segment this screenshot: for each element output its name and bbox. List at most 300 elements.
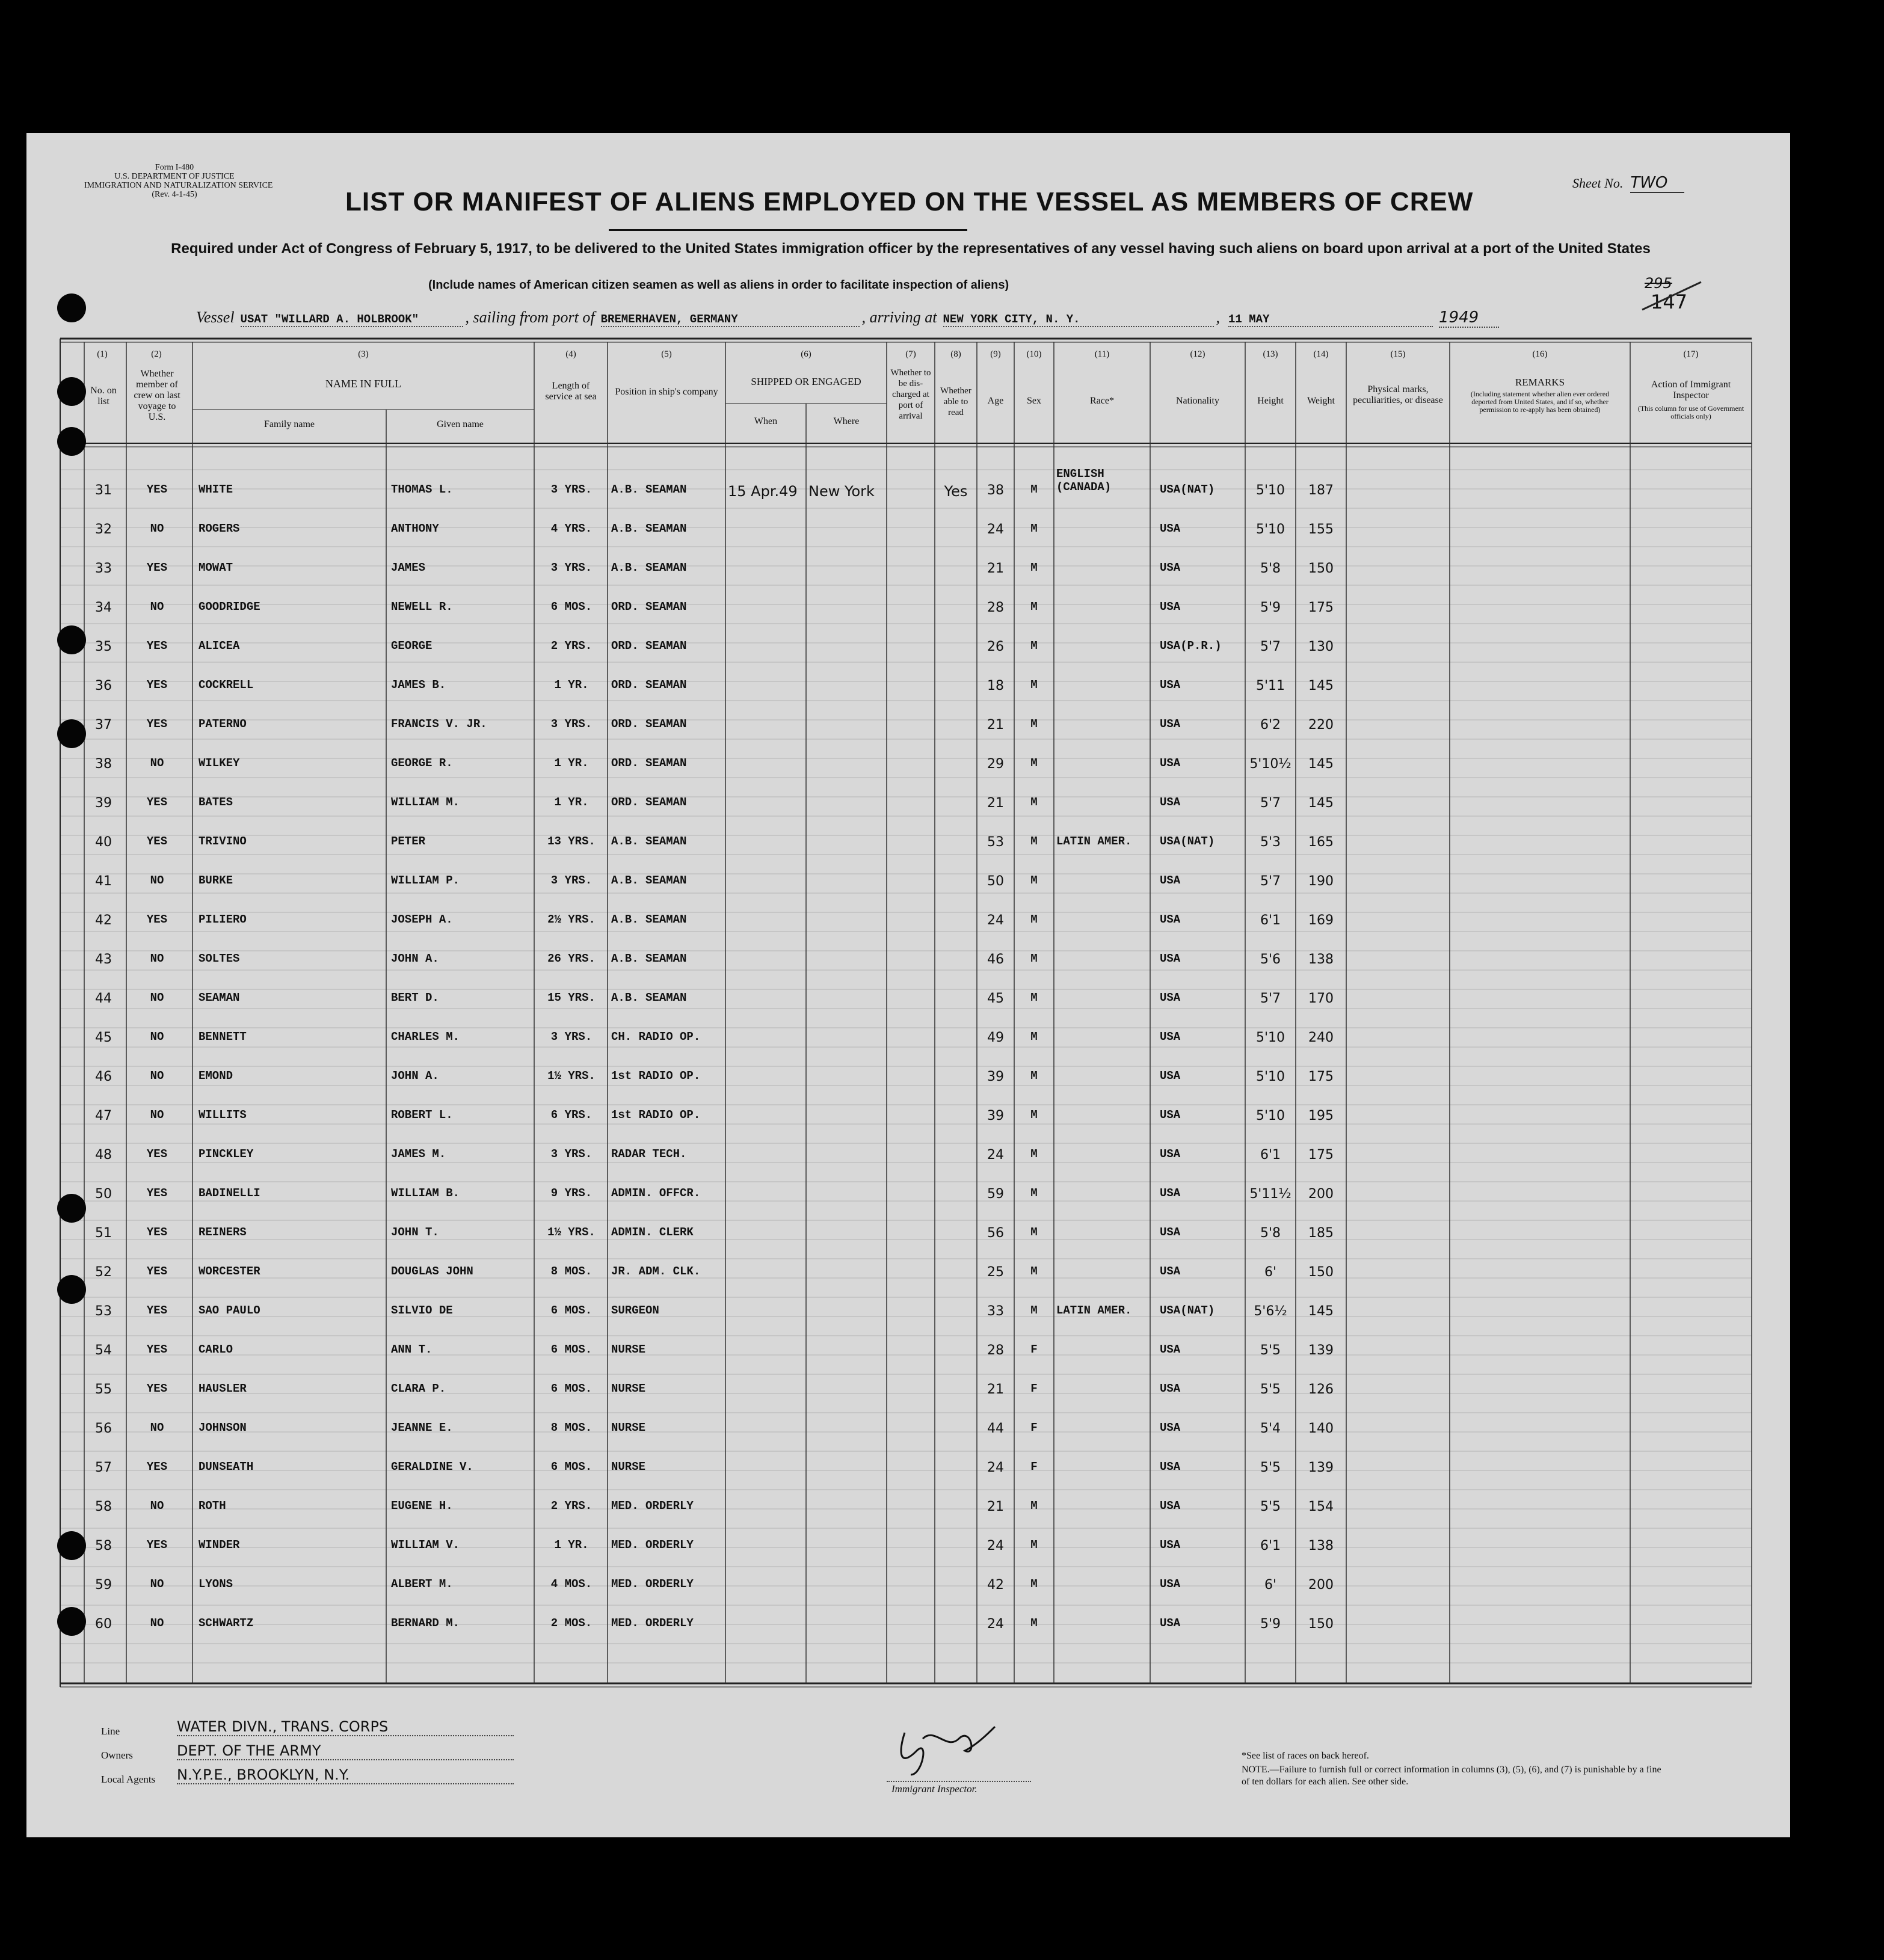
cell-given: ANN T. (391, 1343, 433, 1356)
cell-given: ROBERT L. (391, 1108, 453, 1122)
cell-age: 24 (987, 1460, 1004, 1475)
cell-age: 56 (987, 1226, 1004, 1241)
cell-age: 28 (987, 1343, 1004, 1358)
cell-age: 42 (987, 1578, 1004, 1593)
cell-nationality: USA (1160, 1499, 1181, 1513)
sheet-number (1572, 174, 1684, 193)
cell-given: PETER (391, 835, 426, 848)
cell-service: 1½ YRS. (547, 1069, 596, 1083)
cell-sex: M (1030, 678, 1038, 692)
cell-nationality: USA (1160, 1187, 1181, 1200)
cell-family: TRIVINO (199, 835, 247, 848)
cell-height: 5'5 (1260, 1460, 1281, 1475)
cell-crew: YES (146, 717, 168, 731)
arrival-year: 1949 (1439, 309, 1499, 328)
cell-service: 26 YRS. (547, 952, 596, 965)
cell-weight: 175 (1308, 600, 1334, 615)
service-name: IMMIGRATION AND NATURALIZATION SERVICE (84, 181, 273, 190)
col-number-15: (15) (1390, 349, 1406, 359)
cell-sex: M (1030, 796, 1038, 809)
cell-position: NURSE (611, 1382, 646, 1395)
cell-crew: NO (150, 1578, 164, 1591)
cell-height: 5'11 (1255, 678, 1285, 693)
col-header-given: Given name (437, 419, 484, 429)
cell-nationality: USA(NAT) (1160, 1304, 1215, 1317)
cell-age: 21 (987, 1499, 1004, 1514)
cell-no: 58 (95, 1499, 112, 1514)
cell-no: 53 (95, 1304, 112, 1319)
cell-sex: M (1030, 1499, 1038, 1513)
cell-no: 38 (95, 757, 112, 772)
cell-position: MED. ORDERLY (611, 1578, 694, 1591)
arrival-port: NEW YORK CITY, N. Y. (943, 313, 1214, 327)
cell-crew: NO (150, 522, 164, 535)
cell-crew: NO (150, 600, 164, 613)
col-number-2: (2) (151, 349, 162, 359)
cell-crew: YES (146, 1226, 168, 1239)
cell-nationality: USA (1160, 1617, 1181, 1630)
cell-position: CH. RADIO OP. (611, 1030, 701, 1043)
cell-weight: 240 (1308, 1030, 1334, 1045)
cell-weight: 187 (1308, 483, 1334, 498)
cell-age: 38 (987, 483, 1004, 498)
cell-height: 6'1 (1260, 913, 1281, 928)
cell-position: ADMIN. CLERK (611, 1226, 694, 1239)
cell-service: 6 MOS. (550, 1382, 593, 1395)
cell-family: BADINELLI (199, 1187, 260, 1200)
cell-sex: M (1030, 952, 1038, 965)
cell-no: 60 (95, 1617, 112, 1632)
cell-weight: 185 (1308, 1226, 1334, 1241)
cell-age: 39 (987, 1069, 1004, 1084)
cell-age: 18 (987, 678, 1004, 693)
cell-nationality: USA (1160, 600, 1181, 613)
cell-weight: 138 (1308, 1538, 1334, 1553)
cell-family: DUNSEATH (199, 1460, 254, 1473)
cell-family: WILLITS (199, 1108, 247, 1122)
cell-given: SILVIO DE (391, 1304, 453, 1317)
cell-age: 50 (987, 874, 1004, 889)
cell-position: ORD. SEAMAN (611, 639, 687, 653)
cell-age: 53 (987, 835, 1004, 850)
cell-age: 21 (987, 561, 1004, 576)
cell-crew: YES (146, 835, 168, 848)
cell-sex: M (1030, 1265, 1038, 1278)
cell-weight: 165 (1308, 835, 1334, 850)
cell-service: 1 YR. (554, 1538, 589, 1552)
cell-sex: M (1030, 835, 1038, 848)
cell-given: DOUGLAS JOHN (391, 1265, 473, 1278)
cell-position: ORD. SEAMAN (611, 757, 687, 770)
cell-weight: 155 (1308, 522, 1334, 537)
cell-weight: 169 (1308, 913, 1334, 928)
cell-given: WILLIAM V. (391, 1538, 460, 1552)
col-header-nationality: Nationality (1176, 396, 1219, 406)
cell-position: RADAR TECH. (611, 1147, 687, 1161)
cell-crew: NO (150, 1030, 164, 1043)
col-header-age: Age (987, 396, 1004, 406)
cell-crew: YES (146, 1460, 168, 1473)
cell-age: 28 (987, 600, 1004, 615)
title-rule (609, 229, 967, 231)
cell-given: GEORGE R. (391, 757, 453, 770)
cell-no: 44 (95, 991, 112, 1006)
cell-service: 3 YRS. (550, 483, 593, 496)
cell-sex: M (1030, 561, 1038, 574)
cell-given: JOHN A. (391, 1069, 439, 1083)
cell-service: 3 YRS. (550, 874, 593, 887)
cell-no: 59 (95, 1578, 112, 1593)
cell-sex: M (1030, 600, 1038, 613)
document-subtitle: Required under Act of Congress of February 5, 1917, to be delivered to the United States immigration officer by the representatives of any vessel having such aliens on board upon arrival at a port of the United States (171, 241, 1651, 257)
cell-no: 55 (95, 1382, 112, 1397)
cell-given: JOHN A. (391, 952, 439, 965)
cell-position: ORD. SEAMAN (611, 600, 687, 613)
owners-value: DEPT. OF THE ARMY (177, 1742, 514, 1760)
cell-weight: 190 (1308, 874, 1334, 889)
cell-crew: NO (150, 874, 164, 887)
cell-service: 2 YRS. (550, 639, 593, 653)
cell-given: CLARA P. (391, 1382, 446, 1395)
cell-position: MED. ORDERLY (611, 1617, 694, 1630)
cell-height: 6'1 (1260, 1538, 1281, 1553)
cell-weight: 126 (1308, 1382, 1334, 1397)
col-number-5: (5) (661, 349, 672, 359)
cell-service: 6 MOS. (550, 1343, 593, 1356)
cell-age: 24 (987, 1617, 1004, 1632)
cell-family: GOODRIDGE (199, 600, 260, 613)
binder-hole (57, 1194, 86, 1223)
cell-age: 46 (987, 952, 1004, 967)
cell-family: COCKRELL (199, 678, 254, 692)
cell-family: REINERS (199, 1226, 247, 1239)
cell-given: EUGENE H. (391, 1499, 453, 1513)
cell-position: ORD. SEAMAN (611, 717, 687, 731)
cell-given: WILLIAM P. (391, 874, 460, 887)
cell-nationality: USA (1160, 1069, 1181, 1083)
cell-family: ALICEA (199, 639, 240, 653)
cell-family: SAO PAULO (199, 1304, 260, 1317)
cell-position: NURSE (611, 1460, 646, 1473)
cell-given: FRANCIS V. JR. (391, 717, 487, 731)
cell-family: JOHNSON (199, 1421, 247, 1434)
cell-height: 5'4 (1260, 1421, 1281, 1436)
document-title: LIST OR MANIFEST OF ALIENS EMPLOYED ON THE VESSEL AS MEMBERS OF CREW (345, 187, 1474, 217)
col-number-3: (3) (358, 349, 369, 359)
cell-weight: 145 (1308, 1304, 1334, 1319)
cell-no: 47 (95, 1108, 112, 1123)
cell-service: 1 YR. (554, 757, 589, 770)
cell-no: 39 (95, 796, 112, 811)
form-identifier (84, 163, 273, 199)
col-number-7: (7) (905, 349, 916, 359)
cell-no: 40 (95, 835, 112, 850)
cell-weight: 175 (1308, 1069, 1334, 1084)
cell-family: BATES (199, 796, 233, 809)
cell-given: BERT D. (391, 991, 439, 1004)
binder-hole (57, 377, 86, 406)
cell-age: 44 (987, 1421, 1004, 1436)
cell-position: 1st RADIO OP. (611, 1069, 701, 1083)
cell-nationality: USA(NAT) (1160, 835, 1215, 848)
cell-crew: YES (146, 796, 168, 809)
cell-height: 5'3 (1260, 835, 1281, 850)
cell-nationality: USA (1160, 522, 1181, 535)
cell-no: 51 (95, 1226, 112, 1241)
cell-position: MED. ORDERLY (611, 1538, 694, 1552)
col-number-17: (17) (1683, 349, 1699, 359)
cell-given: THOMAS L. (391, 483, 453, 496)
cell-given: JAMES (391, 561, 426, 574)
cell-nationality: USA(P.R.) (1160, 639, 1222, 653)
cell-position: SURGEON (611, 1304, 659, 1317)
cell-nationality: USA(NAT) (1160, 483, 1215, 496)
cell-height: 6' (1264, 1265, 1277, 1280)
cell-no: 35 (95, 639, 112, 654)
cell-nationality: USA (1160, 1108, 1181, 1122)
cell-service: 9 YRS. (550, 1187, 593, 1200)
cell-service: 6 MOS. (550, 600, 593, 613)
cell-height: 5'7 (1260, 874, 1281, 889)
col-header-remarks-note: (Including statement whether alien ever ordered deported from United States, and if so, whether permission to re-apply has been obtained) (1470, 390, 1610, 414)
cell-sex: M (1030, 1538, 1038, 1552)
cell-service: 2 YRS. (550, 1499, 593, 1513)
cell-family: PILIERO (199, 913, 247, 926)
cell-family: ROGERS (199, 522, 240, 535)
col-header-sex: Sex (1027, 396, 1041, 406)
cell-height: 5'6 (1260, 952, 1281, 967)
cell-sex: F (1030, 1421, 1038, 1434)
cell-position: 1st RADIO OP. (611, 1108, 701, 1122)
cell-age: 49 (987, 1030, 1004, 1045)
cell-service: 6 MOS. (550, 1304, 593, 1317)
cell-service: 8 MOS. (550, 1421, 593, 1434)
cell-service: 1 YR. (554, 796, 589, 809)
cell-family: ROTH (199, 1499, 226, 1513)
col-number-6: (6) (801, 349, 811, 359)
col-number-16: (16) (1532, 349, 1548, 359)
cell-position: A.B. SEAMAN (611, 835, 687, 848)
cell-height: 5'8 (1260, 1226, 1281, 1241)
col-header-name: NAME IN FULL (325, 378, 401, 390)
cell-age: 21 (987, 1382, 1004, 1397)
department-name: U.S. DEPARTMENT OF JUSTICE (114, 172, 235, 181)
cell-height: 5'10 (1255, 522, 1285, 537)
col-number-1: (1) (97, 349, 108, 359)
cell-no: 48 (95, 1147, 112, 1163)
include-note: (Include names of American citizen seamen as well as aliens in order to facilitate inspection of aliens) (428, 278, 1009, 292)
cell-height: 5'10 (1255, 483, 1285, 498)
cell-family: CARLO (199, 1343, 233, 1356)
cell-nationality: USA (1160, 796, 1181, 809)
cell-nationality: USA (1160, 757, 1181, 770)
cell-weight: 139 (1308, 1343, 1334, 1358)
cell-crew: NO (150, 952, 164, 965)
cell-family: SOLTES (199, 952, 240, 965)
cell-sex: F (1030, 1382, 1038, 1395)
col-number-4: (4) (565, 349, 576, 359)
cell-position: MED. ORDERLY (611, 1499, 694, 1513)
cell-age: 33 (987, 1304, 1004, 1319)
cell-sex: M (1030, 1617, 1038, 1630)
col-header-weight: Weight (1307, 396, 1335, 406)
cell-position: JR. ADM. CLK. (611, 1265, 701, 1278)
cell-sex: M (1030, 1147, 1038, 1161)
form-number: Form I-480 (155, 163, 194, 172)
cell-no: 34 (95, 600, 112, 615)
agents-value: N.Y.P.E., BROOKLYN, N.Y. (177, 1766, 514, 1784)
col-header-length: Length of service at sea (545, 381, 597, 402)
cell-sex: M (1030, 1578, 1038, 1591)
agents-label: Local Agents (101, 1774, 156, 1785)
cell-nationality: USA (1160, 1030, 1181, 1043)
cell-sex: M (1030, 1108, 1038, 1122)
cell-weight: 150 (1308, 561, 1334, 576)
vessel-name: USAT "WILLARD A. HOLBROOK" (241, 313, 463, 327)
owners-label: Owners (101, 1750, 133, 1761)
page-number-struck: 295 (1645, 275, 1672, 292)
cell-height: 6' (1264, 1578, 1277, 1593)
cell-given: JAMES M. (391, 1147, 446, 1161)
cell-age: 26 (987, 639, 1004, 654)
cell-crew: YES (146, 1343, 168, 1356)
cell-service: 6 MOS. (550, 1460, 593, 1473)
line-value: WATER DIVN., TRANS. CORPS (177, 1718, 514, 1736)
cell-nationality: USA (1160, 561, 1181, 574)
cell-no: 36 (95, 678, 112, 693)
cell-service: 3 YRS. (550, 561, 593, 574)
cell-height: 5'6½ (1254, 1304, 1287, 1319)
cell-no: 45 (95, 1030, 112, 1045)
form-revision: (Rev. 4-1-45) (152, 190, 197, 199)
col-number-10: (10) (1026, 349, 1042, 359)
manifest-sheet (26, 133, 1790, 1837)
cell-weight: 145 (1308, 796, 1334, 811)
cell-service: 4 YRS. (550, 522, 593, 535)
cell-service: 1½ YRS. (547, 1226, 596, 1239)
cell-family: SCHWARTZ (199, 1617, 254, 1630)
cell-weight: 200 (1308, 1578, 1334, 1593)
cell-crew: YES (146, 1147, 168, 1161)
cell-given: GEORGE (391, 639, 433, 653)
cell-family: BENNETT (199, 1030, 247, 1043)
cell-position: NURSE (611, 1343, 646, 1356)
cell-given: JEANNE E. (391, 1421, 453, 1434)
cell-nationality: USA (1160, 678, 1181, 692)
arrival-date: 11 MAY (1228, 313, 1433, 327)
cell-family: HAUSLER (199, 1382, 247, 1395)
col-number-13: (13) (1263, 349, 1278, 359)
cell-age: 24 (987, 522, 1004, 537)
cell-crew: YES (146, 1265, 168, 1278)
col-header-family: Family name (264, 419, 315, 429)
inspector-line (887, 1781, 1031, 1782)
page-slash-mark (1639, 277, 1705, 313)
cell-sex: M (1030, 991, 1038, 1004)
cell-height: 5'7 (1260, 639, 1281, 654)
cell-height: 5'7 (1260, 796, 1281, 811)
vessel-line: Vessel USAT "WILLARD A. HOLBROOK" , sailing from port of BREMERHAVEN, GERMANY , arriving at NEW YORK CITY, N. Y. , 11 MAY 1949 (196, 309, 1499, 328)
cell-crew: NO (150, 1421, 164, 1434)
cell-given: GERALDINE V. (391, 1460, 473, 1473)
col-header-shipped: SHIPPED OR ENGAGED (751, 376, 861, 387)
col-header-physical: Physical marks, peculiarities, or disease (1353, 384, 1443, 405)
cell-nationality: USA (1160, 1538, 1181, 1552)
cell-no: 58 (95, 1538, 112, 1553)
cell-weight: 150 (1308, 1265, 1334, 1280)
cell-when: 15 Apr.49 (728, 483, 798, 500)
cell-crew: YES (146, 1304, 168, 1317)
cell-no: 54 (95, 1343, 112, 1358)
cell-crew: YES (146, 1382, 168, 1395)
cell-age: 21 (987, 717, 1004, 733)
col-header-height: Height (1257, 396, 1284, 406)
cell-crew: YES (146, 913, 168, 926)
cell-nationality: USA (1160, 1147, 1181, 1161)
cell-crew: YES (146, 1538, 168, 1552)
cell-sex: M (1030, 913, 1038, 926)
cell-nationality: USA (1160, 717, 1181, 731)
cell-crew: YES (146, 483, 168, 496)
cell-crew: NO (150, 1617, 164, 1630)
cell-given: WILLIAM B. (391, 1187, 460, 1200)
cell-sex: M (1030, 1226, 1038, 1239)
cell-sex: M (1030, 1030, 1038, 1043)
cell-weight: 154 (1308, 1499, 1334, 1514)
cell-height: 5'5 (1260, 1499, 1281, 1514)
binder-hole (57, 427, 86, 456)
cell-service: 13 YRS. (547, 835, 596, 848)
arriving-label: , arriving at (861, 309, 937, 326)
cell-age: 25 (987, 1265, 1004, 1280)
binder-hole (57, 625, 86, 654)
cell-crew: NO (150, 1108, 164, 1122)
cell-read: Yes (944, 483, 968, 500)
cell-weight: 150 (1308, 1617, 1334, 1632)
cell-position: A.B. SEAMAN (611, 522, 687, 535)
cell-height: 5'7 (1260, 991, 1281, 1006)
cell-family: PATERNO (199, 717, 247, 731)
cell-no: 37 (95, 717, 112, 733)
cell-nationality: USA (1160, 913, 1181, 926)
col-header-crew: Whether member of crew on last voyage to U.S. (134, 369, 180, 422)
cell-crew: NO (150, 1069, 164, 1083)
cell-nationality: USA (1160, 1460, 1181, 1473)
cell-sex: M (1030, 522, 1038, 535)
cell-no: 52 (95, 1265, 112, 1280)
cell-no: 43 (95, 952, 112, 967)
departure-port: BREMERHAVEN, GERMANY (601, 313, 860, 327)
col-header-action: Action of Immigrant Inspector (1651, 379, 1731, 401)
cell-family: WHITE (199, 483, 233, 496)
col-number-8: (8) (950, 349, 961, 359)
cell-nationality: USA (1160, 1382, 1181, 1395)
cell-service: 8 MOS. (550, 1265, 593, 1278)
cell-no: 33 (95, 561, 112, 576)
cell-nationality: USA (1160, 1265, 1181, 1278)
cell-given: JAMES B. (391, 678, 446, 692)
cell-height: 5'10 (1255, 1108, 1285, 1123)
cell-age: 59 (987, 1187, 1004, 1202)
cell-height: 5'8 (1260, 561, 1281, 576)
cell-crew: NO (150, 1499, 164, 1513)
cell-crew: YES (146, 639, 168, 653)
cell-age: 39 (987, 1108, 1004, 1123)
col-header-action-note: (This column for use of Government officials only) (1637, 404, 1744, 420)
col-header-where: Where (833, 416, 860, 426)
cell-family: BURKE (199, 874, 233, 887)
cell-position: A.B. SEAMAN (611, 952, 687, 965)
